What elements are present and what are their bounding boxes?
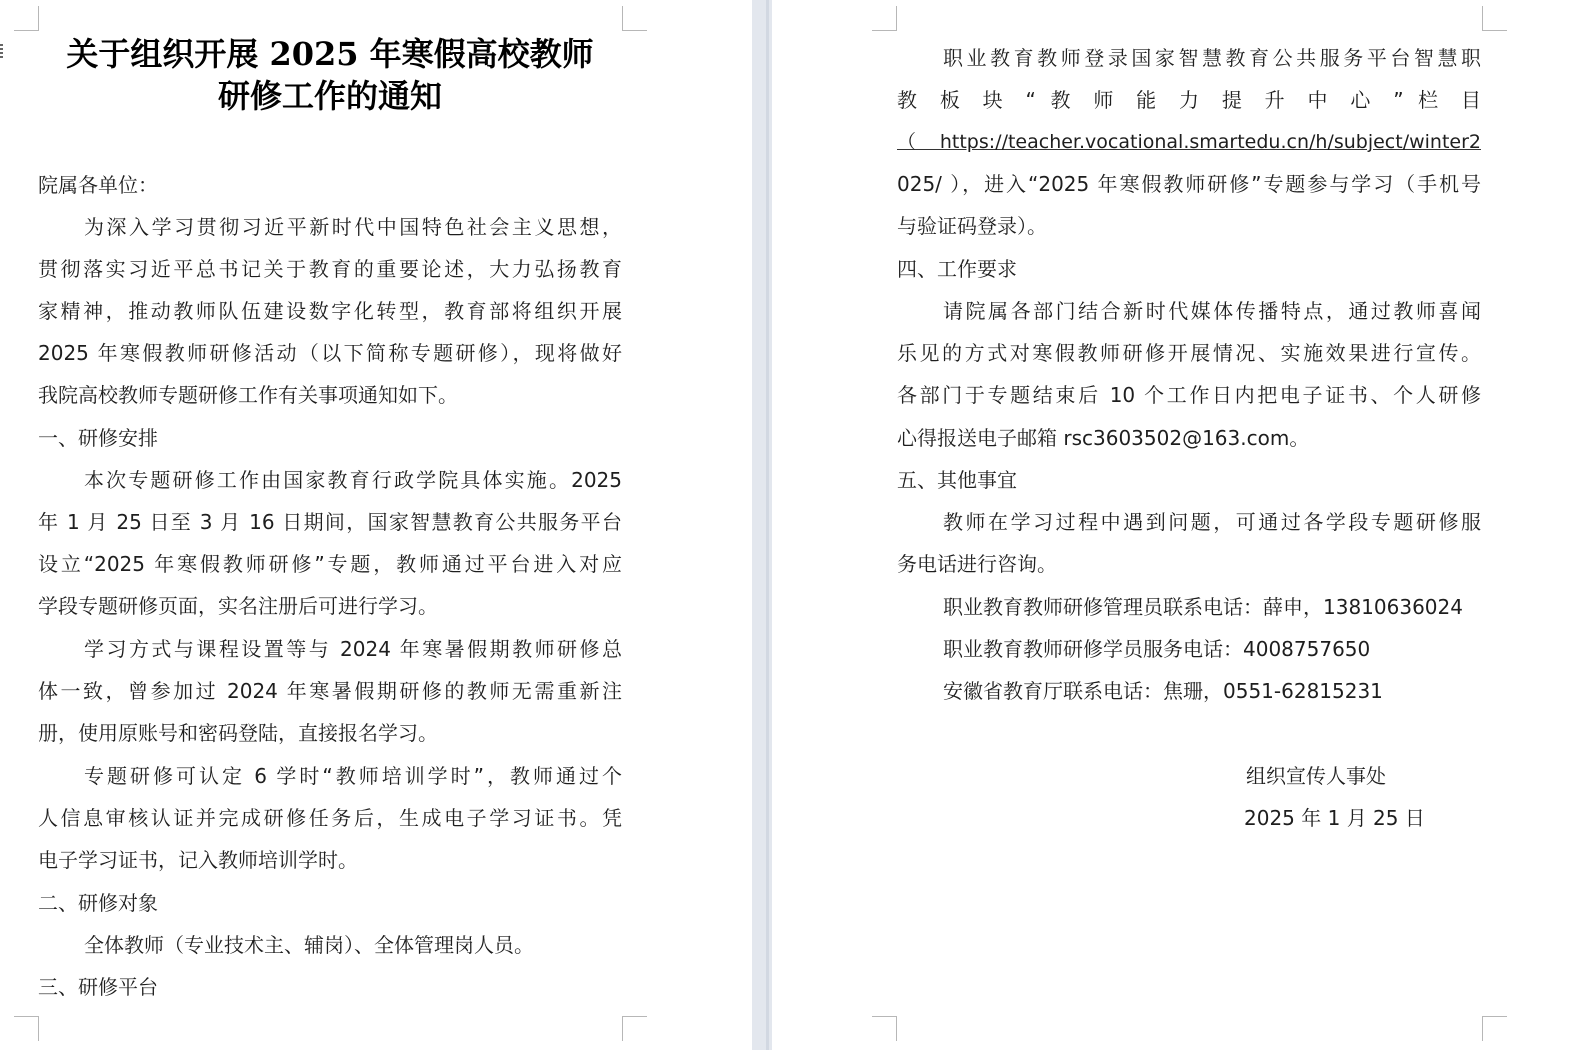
section1-para3-line: 专题研修可认定 6 学时“教师培训学时”，教师通过个 <box>84 764 622 788</box>
page-corner-mark <box>872 6 897 31</box>
signature-date: 2025 年 1 月 25 日 <box>1244 806 1425 830</box>
section1-para2-line: 册，使用原账号和密码登陆，直接报名学习。 <box>38 721 438 745</box>
section1-para2-line: 体一致，曾参加过 2024 年寒暑假期研修的教师无需重新注 <box>38 679 622 703</box>
page-corner-mark <box>1482 1016 1507 1041</box>
salutation: 院属各单位： <box>38 173 158 197</box>
contact-line: 安徽省教育厅联系电话：焦珊，0551-62815231 <box>943 679 1383 703</box>
page-corner-mark <box>14 1016 39 1041</box>
platform-para-line: 教 板 块 “ 教 师 能 力 提 升 中 心 ” 栏 目 <box>897 88 1481 112</box>
section1-para2-line: 学习方式与课程设置等与 2024 年寒暑假期教师研修总 <box>84 637 622 661</box>
section2-body: 全体教师（专业技术主、辅岗）、全体管理岗人员。 <box>84 933 534 957</box>
page-corner-mark <box>622 6 647 31</box>
intro-line: 2025 年寒假教师研修活动（以下简称专题研修），现将做好 <box>38 341 622 365</box>
platform-para-line: 025/ ），进入“2025 年寒假教师研修”专题参与学习（手机号 <box>897 172 1481 196</box>
document-title-line2: 研修工作的通知 <box>217 77 442 115</box>
signature-org: 组织宣传人事处 <box>1246 764 1386 788</box>
contact-line: 职业教育教师研修管理员联系电话：薛申，13810636024 <box>943 595 1463 619</box>
page-gutter <box>752 0 772 1050</box>
section1-heading: 一、研修安排 <box>38 426 158 450</box>
section1-para3-line: 人信息审核认证并完成研修任务后，生成电子学习证书。凭 <box>38 806 622 830</box>
platform-para-line: 与验证码登录）。 <box>897 214 1047 238</box>
document-title-line1: 关于组织开展 2025 年寒假高校教师 <box>66 35 594 73</box>
page-corner-mark <box>872 1016 897 1041</box>
platform-url-link[interactable]: （ https://teacher.vocational.smartedu.cn/h/subject/winter2 <box>897 131 1481 153</box>
section1-para1-line: 本次专题研修工作由国家教育行政学院具体实施。2025 <box>84 468 622 492</box>
ruler-marker <box>0 44 3 58</box>
page-corner-mark <box>14 6 39 31</box>
section2-heading: 二、研修对象 <box>38 891 158 915</box>
section4-para-line: 乐见的方式对寒假教师研修开展情况、实施效果进行宣传。 <box>897 341 1481 365</box>
page-gutter-divider <box>766 0 769 1050</box>
page-corner-mark <box>1482 6 1507 31</box>
section1-para1-line: 年 1 月 25 日至 3 月 16 日期间，国家智慧教育公共服务平台 <box>38 510 622 534</box>
intro-line: 为深入学习贯彻习近平新时代中国特色社会主义思想， <box>84 215 622 239</box>
section1-para1-line: 学段专题研修页面，实名注册后可进行学习。 <box>38 594 438 618</box>
page-corner-mark <box>622 1016 647 1041</box>
contact-line: 职业教育教师研修学员服务电话：4008757650 <box>943 637 1371 661</box>
section5-heading: 五、其他事宜 <box>897 468 1017 492</box>
section5-para-line: 教师在学习过程中遇到问题，可通过各学段专题研修服 <box>943 510 1481 534</box>
intro-line: 我院高校教师专题研修工作有关事项通知如下。 <box>38 383 458 407</box>
section1-para3-line: 电子学习证书，记入教师培训学时。 <box>38 848 358 872</box>
section4-para-line: 请院属各部门结合新时代媒体传播特点，通过教师喜闻 <box>943 299 1481 323</box>
section4-para-line: 心得报送电子邮箱 rsc3603502@163.com。 <box>897 426 1310 450</box>
intro-line: 家精神，推动教师队伍建设数字化转型，教育部将组织开展 <box>38 299 622 323</box>
platform-para-line: 职业教育教师登录国家智慧教育公共服务平台智慧职 <box>943 46 1481 70</box>
section3-heading: 三、研修平台 <box>38 975 158 999</box>
intro-line: 贯彻落实习近平总书记关于教育的重要论述，大力弘扬教育 <box>38 257 622 281</box>
section1-para1-line: 设立“2025 年寒假教师研修”专题，教师通过平台进入对应 <box>38 552 622 576</box>
section4-heading: 四、工作要求 <box>897 257 1017 281</box>
document-page-left <box>0 0 752 1050</box>
section5-para-line: 务电话进行咨询。 <box>897 552 1057 576</box>
section4-para-line: 各部门于专题结束后 10 个工作日内把电子证书、个人研修 <box>897 383 1481 407</box>
